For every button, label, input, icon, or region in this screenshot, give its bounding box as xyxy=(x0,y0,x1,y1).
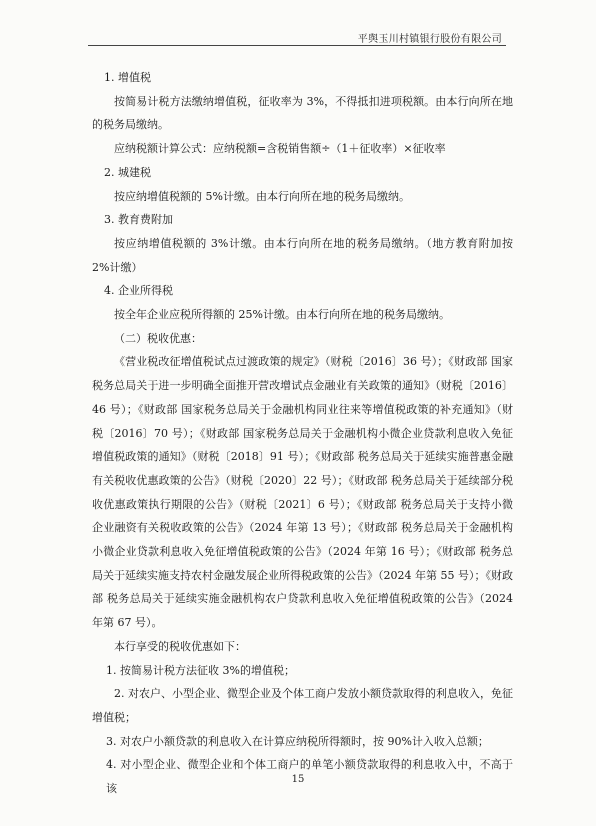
paragraph: 2. 城建税 xyxy=(104,165,151,179)
paragraph: 按应纳增值税额的 3%计缴。由本行向所在地的税务局缴纳。（地方教育附加按 2%计缴） xyxy=(92,236,513,274)
paragraph: 《营业税改征增值税试点过渡政策的规定》（财税〔2016〕36 号）；《财政部 国家税务总局关于进一步明确全面推开营改增试点金融业有关政策的通知》（财税〔2016〕46 号）；《财政部 国家税务总局关于金融机构同业往来等增值税政策的补充通知》（财税〔2016〕70 号）；《财政部 国家税务总局关于金融机构小微企业贷款利息收入免征增值税政策的通知》（财税〔2018〕91 号）；《财政部 税务总局关于延续实施普惠金融有关税收优惠政策的公告》（财税〔2020〕22 号）；《财政部 税务总局关于延续部分税收优惠政策执行期限的公告》（财税〔2021〕6 号）；《财政部 税务总局关于支持小微企业融资有关税收政策的公告》（2024 年第 13 号）；《财政部 税务总局关于金融机构小微企业贷款利息收入免征增值税政策的公告》（2024 年第 16 号）；《财政部 税务总局关于延续实施支持农村金融发展企业所得税政策的公告》（2024 年第 55 号）；《财政部 税务总局关于延续实施金融机构农户贷款利息收入免征增值税政策的公告》（2024 年第 67 号）。 xyxy=(92,355,513,630)
paragraph: 按全年企业应税所得额的 25%计缴。由本行向所在地的税务局缴纳。 xyxy=(114,308,450,322)
company-header: 平舆玉川村镇银行股份有限公司 xyxy=(357,34,502,45)
paragraph: 4. 企业所得税 xyxy=(104,284,173,298)
document-body xyxy=(92,66,513,801)
paragraph: 1. 按简易计税方法征收 3%的增值税； xyxy=(106,663,295,677)
paragraph: 3. 教育费附加 xyxy=(104,213,173,227)
paragraph: 2. 对农户、小型企业、微型企业及个体工商户发放小额贷款取得的利息收入，免征增值税； xyxy=(92,687,513,724)
paragraph: 3. 对农户小额贷款的利息收入在计算应纳税所得额时，按 90%计入收入总额； xyxy=(106,734,489,748)
paragraph: 按简易计税方法缴纳增值税，征收率为 3%，不得抵扣进项税额。由本行向所在地的税务局缴纳。 xyxy=(92,94,513,132)
header-divider xyxy=(88,45,506,46)
paragraph: 本行享受的税收优惠如下： xyxy=(114,639,246,653)
paragraph: 4. 对小型企业、微型企业和个体工商户的单笔小额贷款取得的利息收入中，不高于该 xyxy=(106,758,513,796)
paragraph: （二）税收优惠： xyxy=(114,331,202,345)
page-number: 15 xyxy=(291,774,305,785)
paragraph: 1. 增值税 xyxy=(104,71,151,84)
paragraph: 应纳税额计算公式：应纳税额=含税销售额÷（1＋征收率）×征收率 xyxy=(114,142,446,156)
paragraph: 按应纳增值税额的 5%计缴。由本行向所在地的税务局缴纳。 xyxy=(114,189,410,203)
